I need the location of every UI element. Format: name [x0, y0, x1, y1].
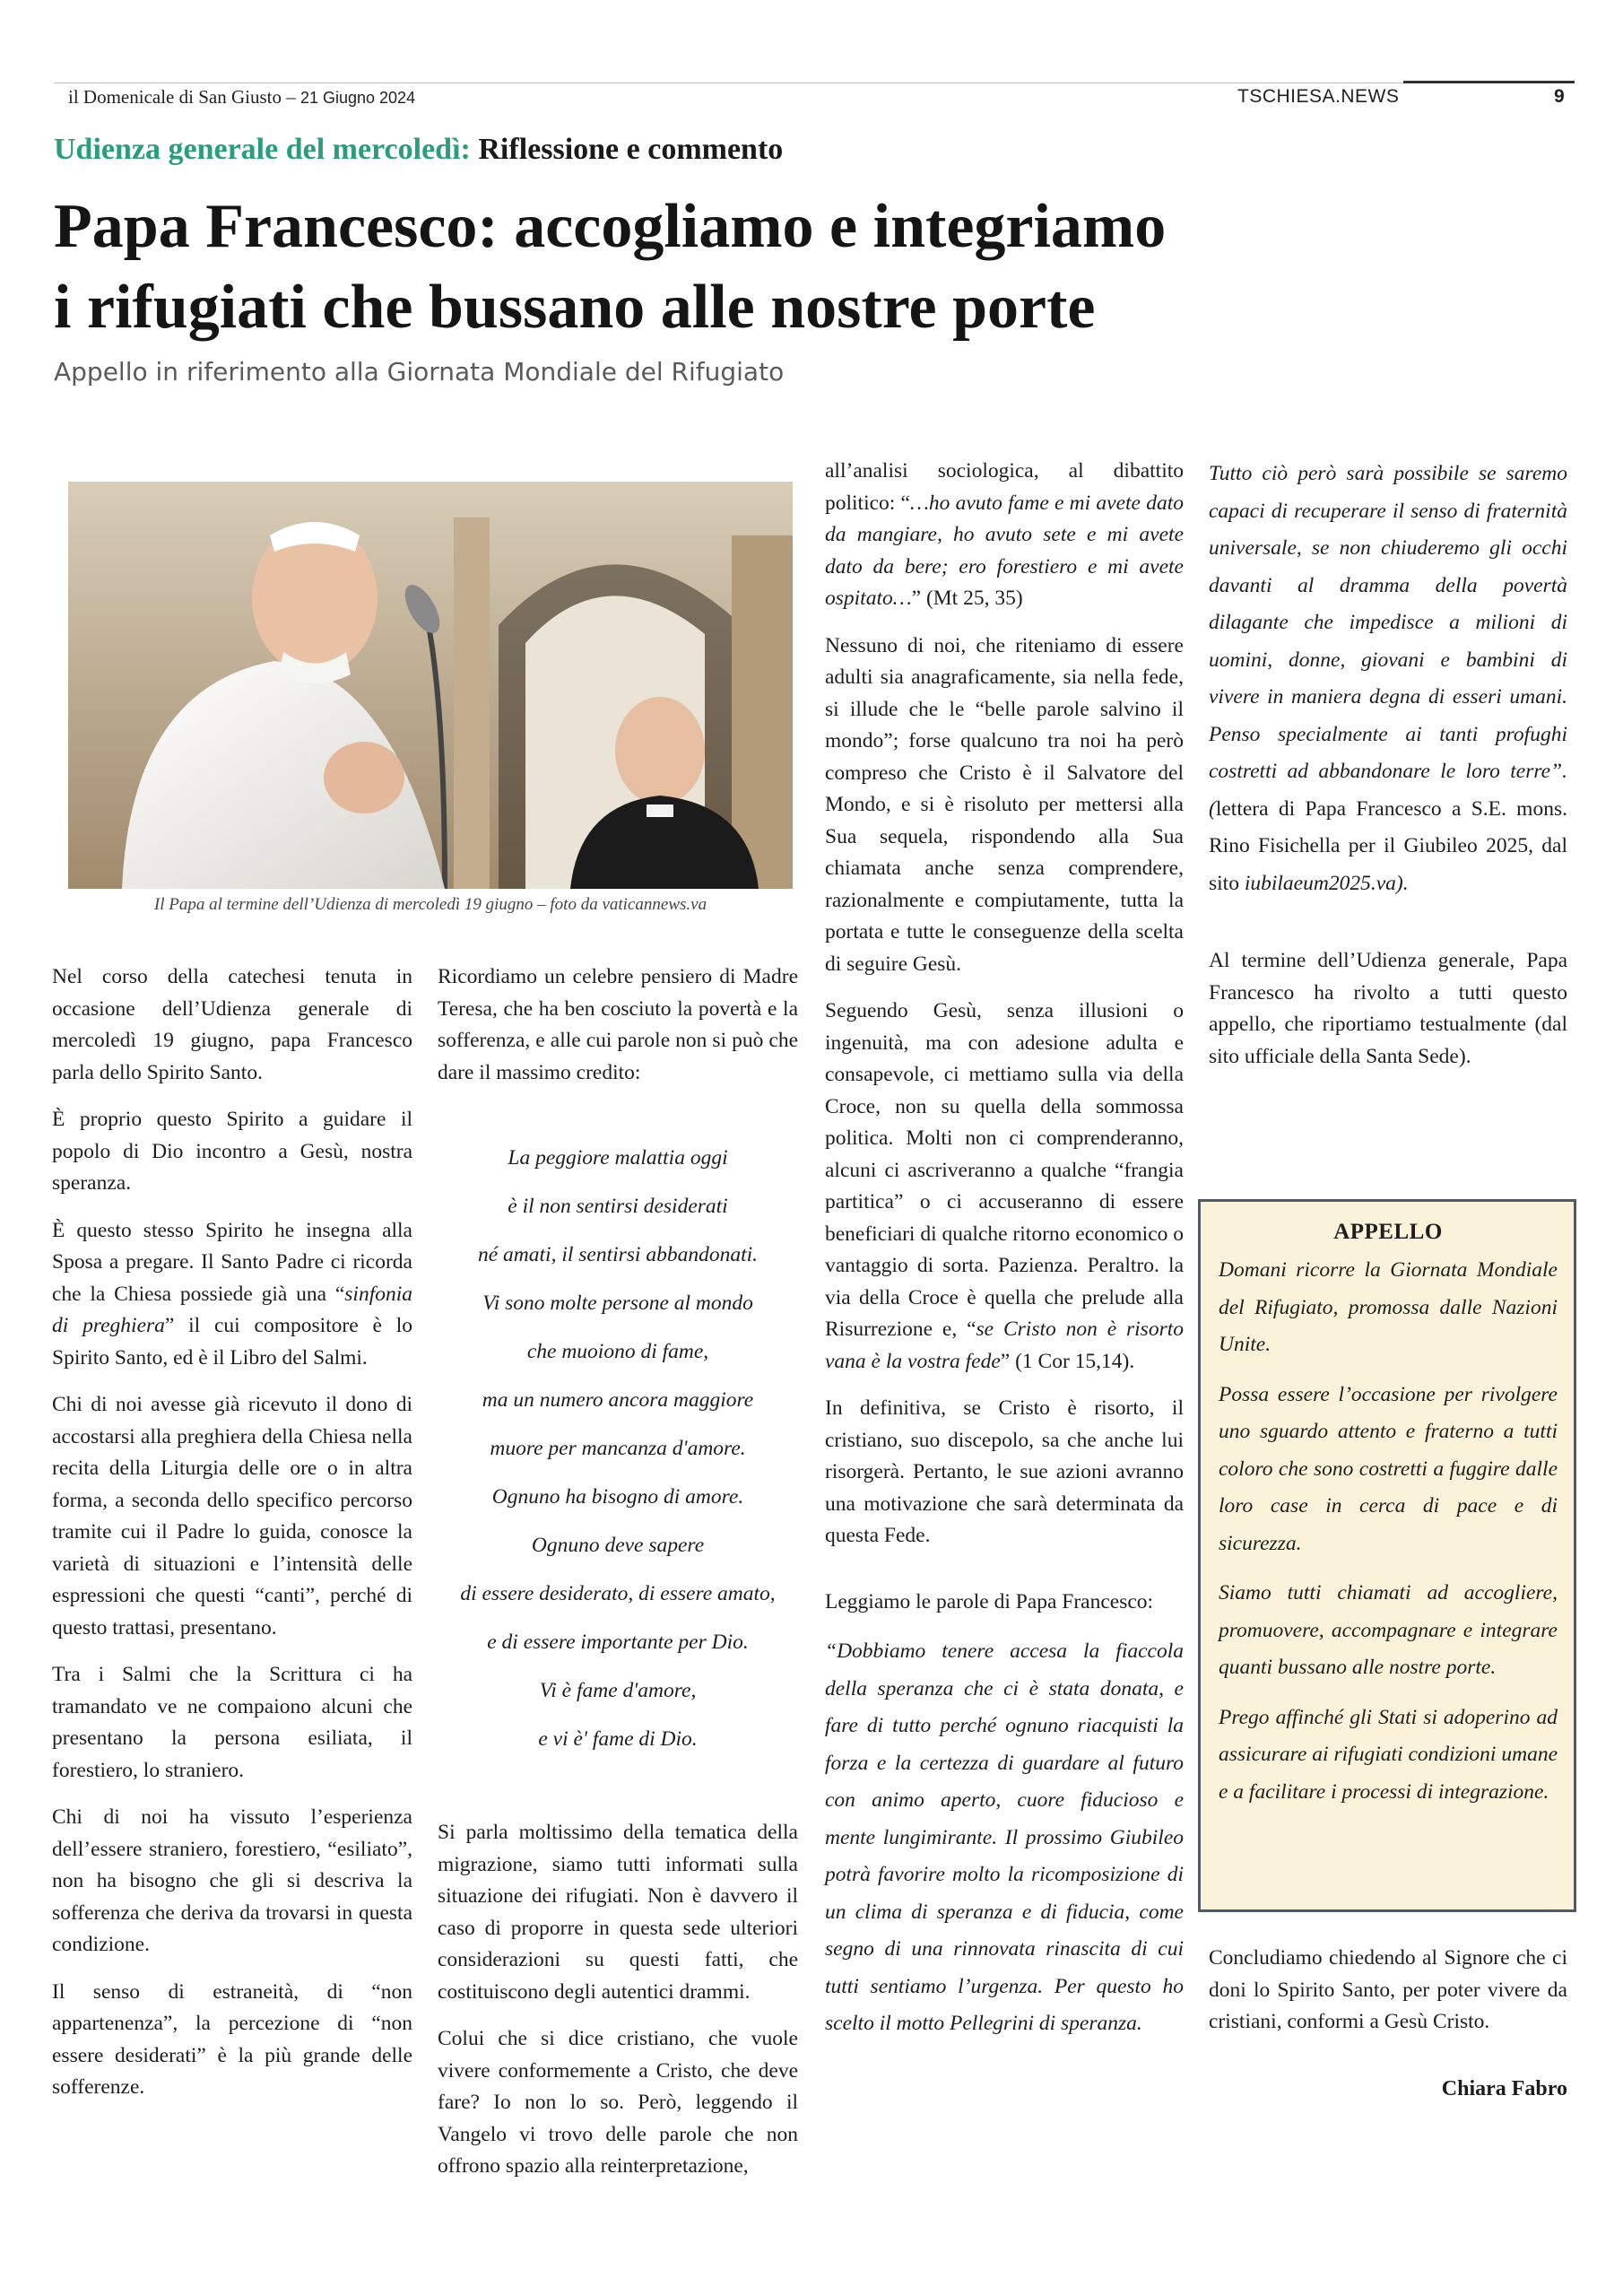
paragraph: È proprio questo Spirito a guidare il popolo di Dio incontro a Gesù, nostra speranza.: [52, 1108, 412, 1195]
paragraph: Chi di noi ha vissuto l’esperienza dell’essere straniero, forestiero, “esiliato”, non ha bisogno che gli si descriva la sofferenza che deriva da trovarsi in questa condizione.: [52, 1805, 412, 1956]
kicker-topic: Riflessione e commento: [478, 133, 784, 166]
paragraph: Tra i Salmi che la Scrittura ci ha tramandato ve ne compaiono alcuni che presentano la persona esiliata, il forestiero, lo straniero.: [52, 1663, 412, 1782]
text-run-italic: Tutto ciò però sarà possibile se saremo capaci di recuperare il senso di fraternità universale, se non chiuderemo gli occhi davanti al dramma della povertà dilagante che impedisce a milioni di uomini, donne, giovani e bambini di vivere in maniera degna di esseri umani. Penso specialmente ai tanti profughi costretti ad abbandonare le loro terre”. (: [1209, 462, 1567, 821]
poem-line: Vi è fame d'amore,: [539, 1679, 697, 1702]
column-2: [438, 961, 798, 2198]
appeal-title: APPELLO: [1333, 1220, 1443, 1244]
text-run: ” (1 Cor 15,14).: [1000, 1349, 1135, 1373]
text-run-italic: iubilaeum2025.va).: [1244, 871, 1409, 895]
text-run: Seguendo Gesù, senza illusioni o ingenuità, ma con adesione adulta e consapevole, ci mettiamo sulla via della Croce, non su quella della sommossa politica. Molti non ci comprenderanno, alcuni ci ascriveranno a qualche “frangia partitica” o ci accuseranno di essere beneficiari di qualche ritorno economico o vantaggio di sorta. Pazienza. Peraltro. la via della Croce è quella che prelude alla Risurrezione e, “: [825, 999, 1184, 1341]
column-3: [825, 456, 1184, 2058]
appeal-paragraph: Siamo tutti chiamati ad accogliere, promuovere, accompagnare e integrare quanti bussano alle nostre porte.: [1219, 1581, 1558, 1679]
subheadline: Appello in riferimento alla Giornata Mondiale del Rifugiato: [54, 357, 785, 387]
appeal-paragraph: Possa essere l’occasione per rivolgere uno sguardo attento e fraterno a tutti coloro che sono costretti a fuggire dalle loro case in cerca di pace e di sicurezza.: [1219, 1382, 1558, 1555]
paragraph: In definitiva, se Cristo è risorto, il cristiano, suo discepolo, sa che anche lui risorgerà. Pertanto, le sue azioni avranno una motivazione che sarà determinata da questa Fede.: [825, 1396, 1184, 1547]
paragraph: Il senso di estraneità, di “non appartenenza”, la percezione di “non essere desiderati” è la più grande delle sofferenze.: [52, 1979, 412, 2099]
kicker-section: Udienza generale del mercoledì:: [54, 133, 471, 166]
paragraph: Si parla moltissimo della tematica della migrazione, siamo tutti informati sulla situazione dei rifugiati. Non è davvero il caso di proporre in questa sede ulteriori considerazioni su questi fatti, che costituiscono degli autentici drammi.: [438, 1821, 798, 2004]
paragraph: Chi di noi avesse già ricevuto il dono di accostarsi alla preghiera della Chiesa nella recita della Liturgia delle ore o in altra forma, a seconda dello specifico percorso tramite cui il Padre lo guida, conosce la varietà di situazioni e l’intensità delle espressioni che questi “canti”, perché di questo trattasi, presentano.: [52, 1393, 412, 1639]
header-site: TSCHIESA.NEWS: [1237, 86, 1400, 107]
poem-line: di essere desiderato, di essere amato,: [460, 1582, 776, 1605]
poem-line: muore per mancanza d'amore.: [490, 1437, 746, 1460]
paragraph: [825, 456, 1184, 615]
poem-line: e di essere importante per Dio.: [487, 1631, 749, 1654]
paragraph: Leggiamo le parole di Papa Francesco:: [825, 1589, 1154, 1613]
kicker: [54, 133, 783, 167]
text-run: ” (Mt 25, 35): [911, 587, 1023, 610]
text-run-italic: se Cristo non è risorto vana è la vostra fede: [825, 1318, 1184, 1373]
poem-line: e vi è' fame di Dio.: [538, 1727, 698, 1751]
appeal-paragraph: Prego affinché gli Stati si adoperino ad assicurare ai rifugiati condizioni umane e a facilitare i processi di integrazione.: [1219, 1705, 1558, 1804]
photo-caption: Il Papa al termine dell’Udienza di mercoledì 19 giugno – foto da vaticannews.va: [153, 895, 707, 914]
article-photo: [68, 482, 793, 889]
poem-line: ma un numero ancora maggiore: [482, 1388, 754, 1412]
text-run: È questo stesso Spirito he insegna alla Sposa a pregare. Il Santo Padre ci ricorda che la Chiesa possiede già una “: [52, 1218, 412, 1306]
header-accent-rule: [1403, 81, 1575, 83]
text-run: all’analisi sociologica, al dibattito politico: “: [825, 459, 1184, 515]
text-run: ” il cui compositore è lo Spirito Santo, ed è il Libro del Salmi.: [52, 1314, 413, 1370]
pope-photo-illustration: [68, 482, 793, 889]
paragraph: Al termine dell’Udienza generale, Papa Francesco ha rivolto a tutti questo appello, che riportiamo testualmente (dal sito ufficiale della Santa Sede).: [1209, 949, 1567, 1068]
poem-line: Ognuno deve sapere: [531, 1534, 705, 1557]
poem-mother-teresa: [438, 1134, 798, 1763]
appeal-box: [1198, 1199, 1576, 1912]
poem-line: è il non sentirsi desiderati: [508, 1195, 728, 1218]
poem-line: Ognuno ha bisogno di amore.: [491, 1485, 744, 1509]
header-publication: [68, 86, 415, 109]
closing-paragraph: Concludiamo chiedendo al Signore che ci doni lo Spirito Santo, per poter vivere da cristiani, conformi a Gesù Cristo.: [1209, 1946, 1567, 2033]
publication-date: 21 Giugno 2024: [299, 89, 416, 107]
appeal-paragraph: Domani ricorre la Giornata Mondiale del Rifugiato, promossa dalle Nazioni Unite.: [1219, 1258, 1558, 1356]
poem-line: La peggiore malattia oggi: [508, 1146, 728, 1170]
text-run-italic: …ho avuto fame e mi avete dato da mangiare, ho avuto sete e mi avete dato da bere; ero forestiero e mi avete ospitato…: [825, 491, 1184, 610]
poem-line: che muoiono di fame,: [526, 1340, 709, 1363]
paragraph: [825, 996, 1184, 1378]
publication-name: il Domenicale di San Giusto –: [68, 86, 296, 108]
author-signature: Chiara Fabro: [1441, 2077, 1567, 2100]
paragraph: [1209, 456, 1567, 902]
page-number: 9: [1554, 86, 1565, 107]
paragraph: [52, 1215, 412, 1375]
headline-line-2: i rifugiati che bussano alle nostre porte: [54, 273, 1096, 342]
text-run-italic: sinfonia di preghiera: [52, 1282, 412, 1337]
paragraph: Nessuno di noi, che riteniamo di essere adulti sia anagraficamente, sia nella fede, si illude che le “belle parole salvino il mondo”; forse qualcuno tra noi ha però compreso che Cristo è il Salvatore del Mondo, e si è risoluto per mettersi alla Sua sequela, rispondendo alla Sua chiamata anche senza comprendere, razionalmente e compiutamente, tutta la portata e tutte le conseguenze della scelta di seguire Gesù.: [825, 633, 1184, 976]
poem-line: Vi sono molte persone al mondo: [482, 1292, 753, 1315]
paragraph: Colui che si dice cristiano, che vuole vivere conformemente a Cristo, che deve fare? Io non lo so. Però, leggendo il Vangelo vi trovo delle parole che non offrono spazio alla reinterpretazione,: [438, 2027, 798, 2178]
paragraph: Nel corso della catechesi tenuta in occasione dell’Udienza generale di mercoledì 19 giugno, papa Francesco parla dello Spirito Santo.: [52, 965, 412, 1084]
paragraph: Ricordiamo un celebre pensiero di Madre Teresa, che ha ben cosciuto la povertà e la sofferenza, e alle cui parole non si può che dare il massimo credito:: [438, 965, 798, 1084]
column-4: [1209, 456, 1567, 1088]
quote-pope: “Dobbiamo tenere accesa la fiaccola della speranza che ci è stata donata, e fare di tutto perché ognuno riacquisti la forza e la certezza di guardare al futuro con animo aperto, cuore fiducioso e mente lungimirante. Il prossimo Giubileo potrà favorire molto la ricomposizione di un clima di speranza e di fiducia, come segno di una rinnovata rinascita di cui tutti sentiamo l’urgenza. Per questo ho scelto il motto Pellegrini di speranza.: [825, 1639, 1184, 2035]
headline: [54, 187, 1533, 348]
headline-line-1: Papa Francesco: accogliamo e integriamo: [54, 192, 1167, 261]
text-run: lettera di Papa Francesco a S.E. mons. Rino Fisichella per il Giubileo 2025, dal sito: [1209, 796, 1567, 895]
column-1: [52, 961, 412, 2119]
poem-line: né amati, il sentirsi abbandonati.: [477, 1243, 759, 1266]
